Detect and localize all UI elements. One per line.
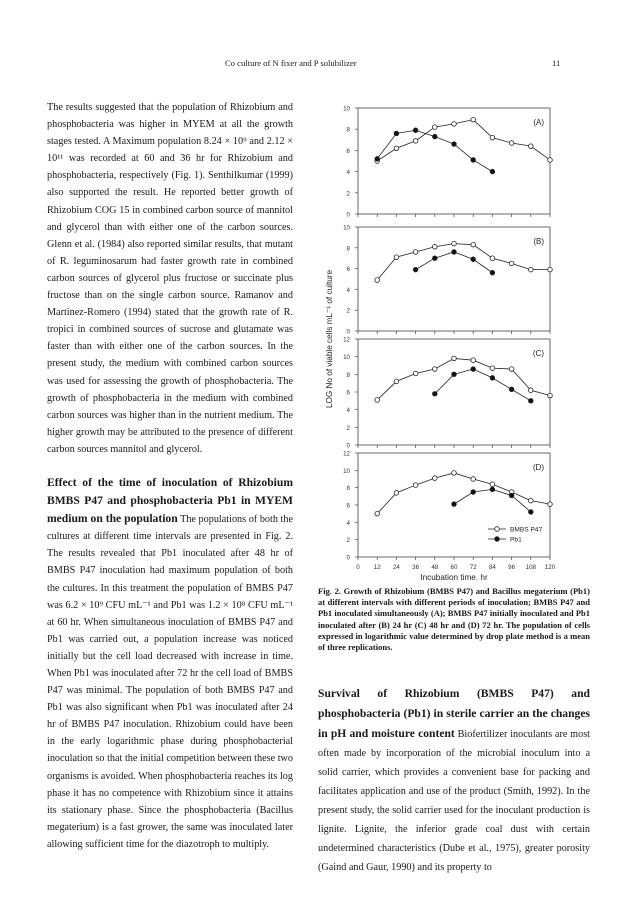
section-effect-inoculation (47, 474, 293, 853)
data-point-bmbs (452, 122, 457, 127)
data-point-pb1 (471, 490, 476, 495)
y-tick-label: 4 (346, 407, 350, 415)
data-point-bmbs (471, 477, 476, 482)
data-point-bmbs (452, 356, 457, 361)
data-point-pb1 (433, 391, 438, 396)
data-point-pb1 (413, 267, 418, 272)
series-line (454, 489, 531, 512)
data-point-bmbs (394, 491, 399, 496)
section-survival (318, 684, 590, 877)
figure-caption: Fig. 2. Growth of Rhizobium (BMBS P47) and Bacillus megaterium (Pb1) at different intervals with different periods of inoculation; BMBS P47 and Pb1 inoculated simultaneously (A); BMBS P47 initially inoculated and Pb1 inoculated after (B) 24 hr (C) 48 hr and (D) 72 hr. The population of cells expressed in logarithmic value determined by drop plate method is a mean of three replications. (318, 586, 590, 653)
x-tick-label: 36 (412, 564, 420, 571)
y-tick-label: 8 (346, 126, 350, 134)
y-tick-label: 6 (346, 266, 350, 274)
data-point-bmbs (433, 367, 438, 372)
data-point-pb1 (509, 387, 514, 392)
x-tick-label: 120 (544, 564, 556, 571)
data-point-pb1 (490, 169, 495, 174)
data-point-bmbs (433, 244, 438, 249)
data-point-pb1 (394, 131, 399, 136)
data-point-pb1 (413, 128, 418, 133)
data-point-bmbs (490, 366, 495, 371)
data-point-bmbs (548, 502, 553, 507)
panel-label: (C) (532, 349, 544, 358)
y-tick-label: 0 (346, 211, 350, 219)
panel-label: (B) (533, 237, 544, 246)
x-axis-label: Incubation time. hr (420, 573, 488, 581)
y-tick-label: 10 (343, 224, 350, 232)
data-point-bmbs (471, 117, 476, 122)
y-tick-label: 2 (346, 424, 350, 432)
data-point-bmbs (433, 476, 438, 481)
data-point-pb1 (452, 250, 457, 255)
data-point-bmbs (529, 388, 534, 393)
y-tick-label: 10 (343, 105, 350, 113)
y-tick-label: 10 (343, 354, 350, 362)
data-point-bmbs (394, 379, 399, 384)
data-point-pb1 (375, 157, 380, 162)
y-tick-label: 2 (346, 307, 350, 315)
x-tick-label: 72 (469, 564, 477, 571)
data-point-bmbs (452, 241, 457, 246)
data-point-pb1 (452, 372, 457, 377)
y-tick-label: 2 (346, 190, 350, 198)
y-tick-label: 8 (346, 485, 350, 493)
data-point-bmbs (529, 267, 534, 272)
y-tick-label: 6 (346, 147, 350, 155)
data-point-bmbs (413, 250, 418, 255)
data-point-pb1 (529, 510, 534, 515)
panel-label: (D) (532, 463, 544, 472)
running-header (0, 58, 630, 72)
legend-label: Pb1 (510, 536, 522, 544)
data-point-bmbs (548, 267, 553, 272)
data-point-bmbs (413, 371, 418, 376)
data-point-bmbs (394, 255, 399, 260)
series-line (377, 358, 550, 400)
running-title: Co culture of N fixer and P solubilizer (225, 58, 357, 68)
data-point-bmbs (490, 135, 495, 140)
data-point-bmbs (509, 367, 514, 372)
y-tick-label: 6 (346, 389, 350, 397)
x-tick-label: 12 (373, 564, 381, 571)
y-tick-label: 12 (343, 450, 350, 458)
data-point-bmbs (375, 278, 380, 283)
data-point-bmbs (413, 139, 418, 144)
x-tick-label: 24 (392, 564, 400, 571)
data-point-bmbs (471, 242, 476, 247)
data-point-pb1 (471, 257, 476, 262)
section-body: The populations of both the cultures at different time intervals are presented in Fig. 2. The results revealed that Pb1 inoculated after 48 hr of BMBS P47 inoculation had maximum population of both the cultures. In this treatment the population of BMBS P47 was 6.2 × 10⁹ CFU mL⁻¹ and Pb1 was 1.2 × 10⁸ CFU mL⁻¹ at 60 hr. When simultaneous inoculation of BMBS P47 and Pb1 was carried out, a population increase was noticed initially but the cell load decreased with increase in time. When Pb1 was inoculated after 72 hr the cell load of BMBS P47 was minimal. The population of both BMBS P47 and Pb1 was also significant when Pb1 was inoculated after 24 hr of BMBS P47 inoculation. Rhizobium could have been in the early logarithmic phase during phosphobacterial inoculation so that the initial competition between these two organisms is avoided. When phosphobacteria reaches its log phase it has no competence with Rhizobium since it attains its stationary phase. Since the phosphobacteria (Bacillus megaterium) is a fast grower, the same was inoculated later allowing sufficient time for the diazotroph to multiply. (47, 514, 293, 850)
data-point-pb1 (471, 367, 476, 372)
data-point-bmbs (375, 398, 380, 403)
page-number: 11 (552, 58, 561, 68)
y-tick-label: 4 (346, 169, 350, 177)
panel-label: (A) (533, 118, 544, 127)
data-point-pb1 (509, 493, 514, 498)
series-line (377, 120, 550, 161)
data-point-bmbs (529, 144, 534, 149)
data-point-bmbs (529, 498, 534, 503)
x-tick-label: 0 (356, 564, 360, 571)
data-point-bmbs (548, 393, 553, 398)
data-point-bmbs (471, 358, 476, 363)
y-tick-label: 4 (346, 286, 350, 294)
section2-body: Biofertilizer inoculants are most often made by incorporation of the microbial inoculum into a solid carrier, which provides a convenient base for packing and facilitates application and use of the product (Smith, 1992). In the present study, the solid carrier used for the inoculant production is lignite. Lignite, the inferior grade coal dust with certain undetermined characteristics (Dube et al., 1975), greater porosity (Gaind and Gaur, 1990) and its property to (318, 729, 590, 873)
data-point-pb1 (433, 256, 438, 261)
legend-marker (495, 527, 500, 532)
data-point-bmbs (452, 471, 457, 476)
data-point-pb1 (433, 134, 438, 139)
data-point-bmbs (509, 261, 514, 266)
right-column-lower (318, 684, 590, 877)
y-tick-label: 2 (346, 537, 350, 545)
legend-label: BMBS P47 (510, 526, 543, 534)
y-tick-label: 4 (346, 519, 350, 527)
series-line (416, 252, 493, 273)
section2-title: Survival of Rhizobium (BMBS P47) and phosphobacteria (Pb1) in sterile carrier an the changes in pH and moisture content (318, 687, 590, 740)
legend-marker (495, 537, 500, 542)
y-tick-label: 0 (346, 554, 350, 562)
y-axis-label: LOG No of viable cells mL⁻¹ of culture (325, 269, 334, 409)
data-point-pb1 (452, 142, 457, 147)
data-point-bmbs (433, 125, 438, 130)
data-point-pb1 (490, 376, 495, 381)
x-tick-label: 60 (450, 564, 458, 571)
data-point-bmbs (548, 158, 553, 163)
x-tick-label: 108 (525, 564, 536, 571)
series-line (377, 473, 550, 514)
figure-2-line-charts (318, 99, 590, 581)
x-tick-label: 96 (508, 564, 516, 571)
data-point-bmbs (394, 146, 399, 151)
y-tick-label: 6 (346, 502, 350, 510)
data-point-bmbs (490, 256, 495, 261)
x-tick-label: 84 (488, 564, 496, 571)
panel-frame (358, 339, 550, 445)
y-tick-label: 0 (346, 442, 350, 450)
y-tick-label: 10 (343, 467, 350, 475)
data-point-pb1 (529, 399, 534, 404)
y-tick-label: 0 (346, 328, 350, 336)
left-column (47, 99, 293, 853)
data-point-pb1 (471, 158, 476, 163)
series-line (377, 244, 550, 280)
data-point-bmbs (490, 482, 495, 487)
data-point-pb1 (490, 270, 495, 275)
y-tick-label: 8 (346, 245, 350, 253)
y-tick-label: 8 (346, 371, 350, 379)
data-point-bmbs (509, 141, 514, 146)
data-point-bmbs (413, 483, 418, 488)
section-title: Effect of the time of inoculation of Rhizobium BMBS P47 and phosphobacteria Pb1 in MYEM medium on the population (47, 475, 293, 526)
data-point-pb1 (452, 502, 457, 507)
data-point-pb1 (490, 487, 495, 492)
x-tick-label: 48 (431, 564, 439, 571)
data-point-bmbs (375, 511, 380, 516)
paragraph-results: The results suggested that the population of Rhizobium and phosphobacteria was higher in MYEM at all the growth stages tested. A Maximum population 8.24 × 10⁹ and 2.12 × 10¹¹ was recorded at 60 and 36 hr for Rhizobium and phosphobacteria, respectively (Fig. 1). Senthilkumar (1999) also supported the result. He reported better growth of Rhizobium COG 15 in combined carbon source of mannitol and glycerol than with either one of the carbon sources. Glenn et al. (1984) also reported similar results, that mutant of R. leguminosarum had faster growth rate in combined carbon sources of glycerol plus fructose or succinate plus fructose than on the single carbon source. Ramanov and Martinez-Romero (1994) stated that the growth rate of R. tropici in combined sources of sucrose and glutamate was faster than with either one of the carbon sources. In the present study, the medium with combined carbon sources was used for assessing the growth of phosphobacteria. The growth of phosphobacteria in the medium with combined carbon sources was higher than in the nutrient medium. The higher growth may be attributed to the presence of different carbon sources mannitol and glycerol. (47, 102, 293, 455)
y-tick-label: 12 (343, 336, 350, 344)
